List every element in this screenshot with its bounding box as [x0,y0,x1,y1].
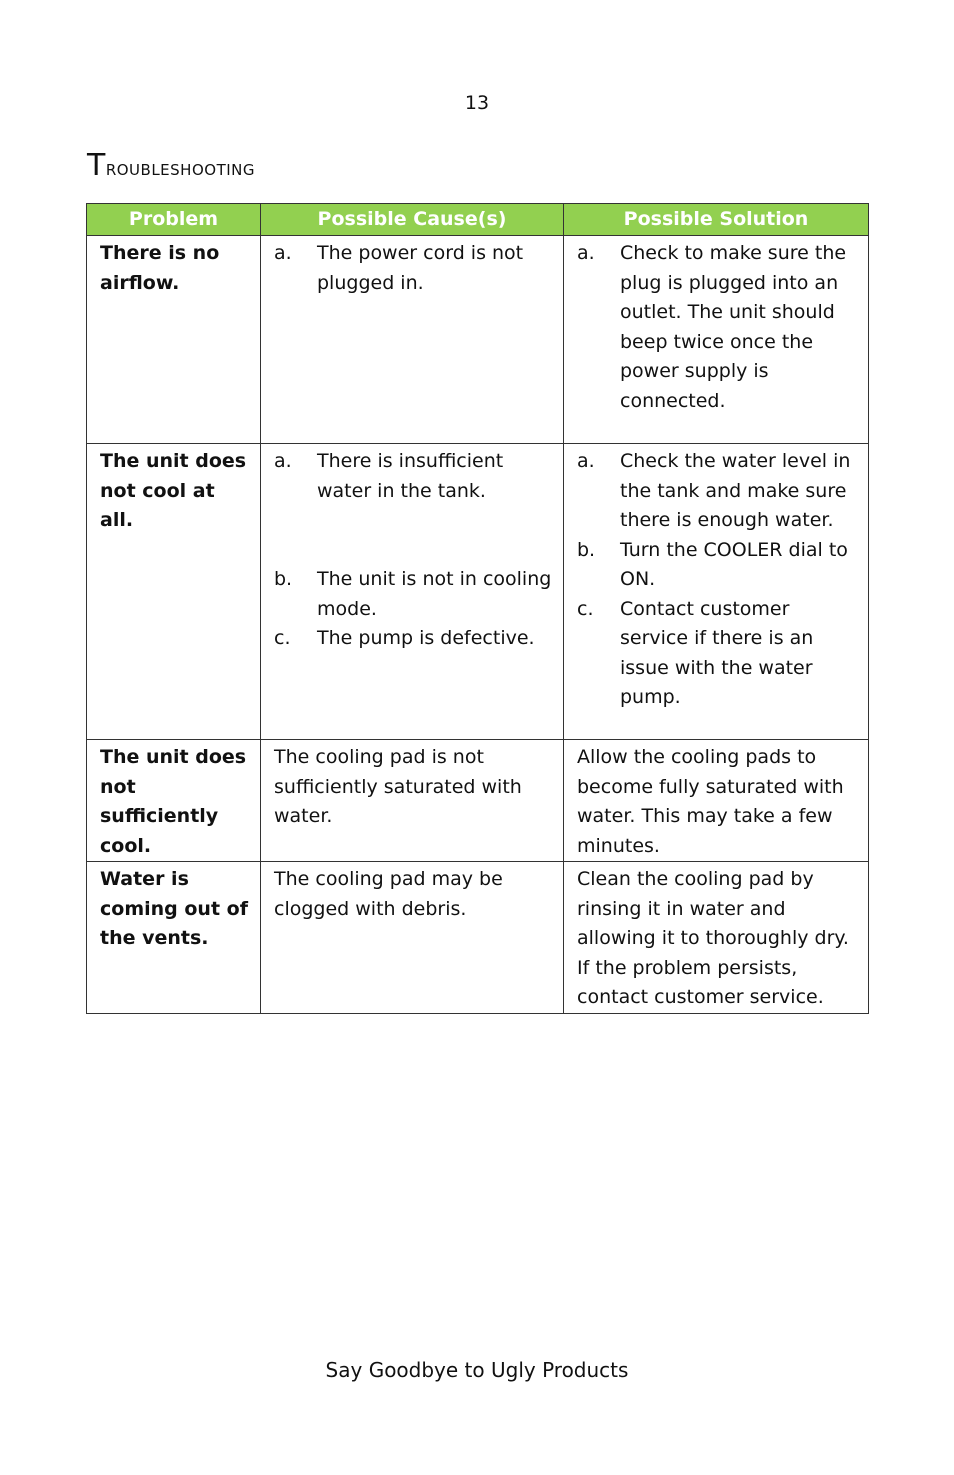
section-title-initial: T [87,148,106,183]
troubleshooting-table [86,203,869,1014]
cause-cell [261,236,564,444]
cause-item [274,624,553,654]
solution-item [577,536,858,595]
solution-cell: Clean the cooling pad by rinsing it in water and allowing it to thoroughly dry. If the problem persists, contact customer service. [564,862,869,1014]
solution-cell: Allow the cooling pads to become fully saturated with water. This may take a few minutes. [564,740,869,862]
list-marker: a. [274,450,292,472]
cause-item [274,239,553,298]
table-row [87,862,869,1014]
page-footer: Say Goodbye to Ugly Products [325,1358,629,1382]
solution-cell [564,236,869,444]
page-number: 13 [464,92,490,114]
problem-cell: The unit does not sufficiently cool. [87,740,261,862]
list-marker: a. [274,242,292,264]
list-marker: a. [577,242,595,264]
table-row [87,236,869,444]
list-marker: b. [274,568,293,590]
list-marker: b. [577,538,596,561]
section-title [87,148,255,183]
cause-text: The power cord is not plugged in. [317,242,524,294]
solution-item [577,239,858,416]
cause-item [274,565,553,624]
problem-cell: The unit does not cool at all. [87,444,261,740]
solution-text: Check to make sure the plug is plugged into an outlet. The unit should beep twice once the power supply is connected. [620,242,847,412]
solution-text: Check the water level in the tank and make sure there is enough water. [620,450,851,531]
solution-item [577,447,858,536]
list-marker: c. [577,597,594,620]
cause-cell [261,444,564,740]
cause-text: There is insufficient water in the tank. [317,450,504,502]
solution-text: Contact customer service if there is an issue with the water pump. [620,597,814,708]
table-row [87,444,869,740]
section-title-rest: roubleshooting [105,156,256,181]
solution-text: Turn the COOLER dial to ON. [620,538,848,590]
problem-cell: Water is coming out of the vents. [87,862,261,1014]
table-row [87,740,869,862]
list-marker: a. [577,450,595,472]
cause-cell: The cooling pad may be clogged with debris. [261,862,564,1014]
header-possible-solution: Possible Solution [564,204,869,236]
header-possible-causes: Possible Cause(s) [261,204,564,236]
header-problem: Problem [87,204,261,236]
table-header-row [87,204,869,236]
cause-text: The unit is not in cooling mode. [317,568,552,620]
solution-item [577,595,858,713]
cause-cell: The cooling pad is not sufficiently saturated with water. [261,740,564,862]
solution-cell [564,444,869,740]
cause-item [274,447,553,506]
problem-cell: There is no airflow. [87,236,261,444]
list-marker: c. [274,627,291,649]
cause-text: The pump is defective. [317,627,535,649]
